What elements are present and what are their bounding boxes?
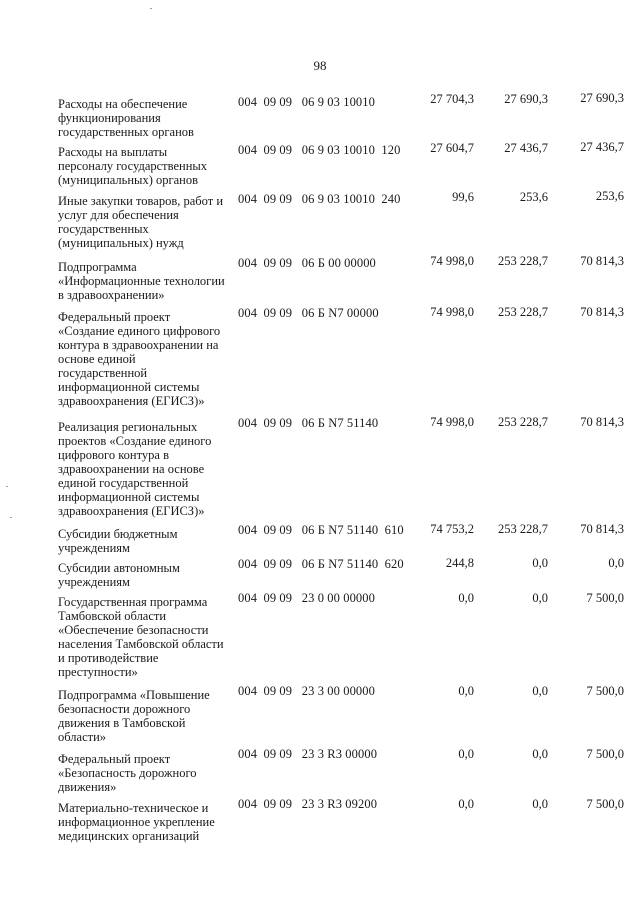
row-value-2: 0,0 bbox=[532, 797, 548, 811]
row-value-1: 74 998,0 bbox=[430, 254, 474, 268]
row-value-1: 74 998,0 bbox=[430, 305, 474, 319]
row-value-2: 253 228,7 bbox=[498, 415, 548, 429]
row-name: Расходы на выплаты персоналу государственных (муниципальных) органов bbox=[58, 145, 208, 187]
row-value-3: 7 500,0 bbox=[586, 797, 624, 811]
row-name: Субсидии автономным учреждениям bbox=[58, 561, 180, 589]
row-name: Иные закупки товаров, работ и услуг для обеспечения государственных (муниципальных) нужд bbox=[58, 194, 224, 250]
row-value-3: 70 814,3 bbox=[580, 305, 624, 319]
row-name: Федеральный проект «Безопасность дорожного движения» bbox=[58, 752, 197, 794]
row-name: Расходы на обеспечение функционирования государственных органов bbox=[58, 97, 194, 139]
row-name: Подпрограмма «Информационные технологии в здравоохранении» bbox=[58, 260, 225, 302]
row-name: Федеральный проект «Создание единого цифрового контура в здравоохранении на основе единой государственной информационной системы здравоохранения (ЕГИСЗ)» bbox=[58, 310, 221, 408]
row-value-2: 27 436,7 bbox=[504, 141, 548, 155]
row-code: 004 09 09 23 3 00 00000 bbox=[238, 684, 375, 698]
row-value-2: 0,0 bbox=[532, 747, 548, 761]
row-value-1: 0,0 bbox=[458, 747, 474, 761]
row-value-3: 7 500,0 bbox=[586, 684, 624, 698]
row-value-3: 27 436,7 bbox=[580, 140, 624, 154]
row-value-3: 27 690,3 bbox=[580, 91, 624, 105]
row-value-1: 27 704,3 bbox=[430, 92, 474, 106]
row-code: 004 09 09 06 Б N7 51140 610 bbox=[238, 523, 404, 537]
row-value-2: 0,0 bbox=[532, 556, 548, 570]
row-value-2: 27 690,3 bbox=[504, 92, 548, 106]
row-code: 004 09 09 06 Б 00 00000 bbox=[238, 256, 376, 270]
row-value-2: 253,6 bbox=[519, 190, 548, 204]
row-value-3: 70 814,3 bbox=[580, 522, 624, 536]
row-code: 004 09 09 06 9 03 10010 bbox=[238, 95, 375, 109]
scan-speck bbox=[10, 517, 12, 518]
row-value-3: 0,0 bbox=[608, 556, 624, 570]
row-code: 004 09 09 06 9 03 10010 240 bbox=[238, 192, 401, 206]
row-value-1: 27 604,7 bbox=[430, 141, 474, 155]
row-value-2: 253 228,7 bbox=[498, 254, 548, 268]
row-value-2: 253 228,7 bbox=[498, 522, 548, 536]
row-value-1: 244,8 bbox=[445, 556, 474, 570]
row-code: 004 09 09 23 0 00 00000 bbox=[238, 591, 375, 605]
row-name: Государственная программа Тамбовской области «Обеспечение безопасности населения Тамбовской области и противодействие преступности» bbox=[58, 595, 224, 679]
row-value-3: 70 814,3 bbox=[580, 415, 624, 429]
row-value-3: 70 814,3 bbox=[580, 254, 624, 268]
row-value-1: 74 753,2 bbox=[430, 522, 474, 536]
row-code: 004 09 09 06 Б N7 51140 620 bbox=[238, 557, 404, 571]
row-value-1: 0,0 bbox=[458, 797, 474, 811]
row-value-3: 7 500,0 bbox=[586, 747, 624, 761]
row-code: 004 09 09 23 3 R3 00000 bbox=[238, 747, 378, 761]
row-code: 004 09 09 06 9 03 10010 120 bbox=[238, 143, 401, 157]
scan-speck bbox=[150, 8, 152, 9]
row-name: Материально-техническое и информационное укрепление медицинских организаций bbox=[58, 801, 215, 843]
row-code: 004 09 09 06 Б N7 51140 bbox=[238, 416, 379, 430]
row-value-3: 7 500,0 bbox=[586, 591, 624, 605]
page-number: 98 bbox=[313, 58, 327, 73]
row-value-1: 0,0 bbox=[458, 684, 474, 698]
row-value-1: 0,0 bbox=[458, 591, 474, 605]
scan-speck bbox=[6, 486, 8, 487]
row-value-1: 74 998,0 bbox=[430, 415, 474, 429]
row-code: 004 09 09 23 3 R3 09200 bbox=[238, 797, 378, 811]
row-name: Реализация региональных проектов «Создание единого цифрового контура в здравоохранении на основе единой государственной информационной системы здравоохранения (ЕГИСЗ)» bbox=[58, 420, 212, 518]
row-value-2: 0,0 bbox=[532, 684, 548, 698]
row-value-2: 0,0 bbox=[532, 591, 548, 605]
row-value-2: 253 228,7 bbox=[498, 305, 548, 319]
row-value-1: 99,6 bbox=[452, 190, 474, 204]
row-value-3: 253,6 bbox=[595, 189, 624, 203]
row-name: Подпрограмма «Повышение безопасности дорожного движения в Тамбовской области» bbox=[58, 688, 210, 744]
row-name: Субсидии бюджетным учреждениям bbox=[58, 527, 178, 555]
row-code: 004 09 09 06 Б N7 00000 bbox=[238, 306, 379, 320]
